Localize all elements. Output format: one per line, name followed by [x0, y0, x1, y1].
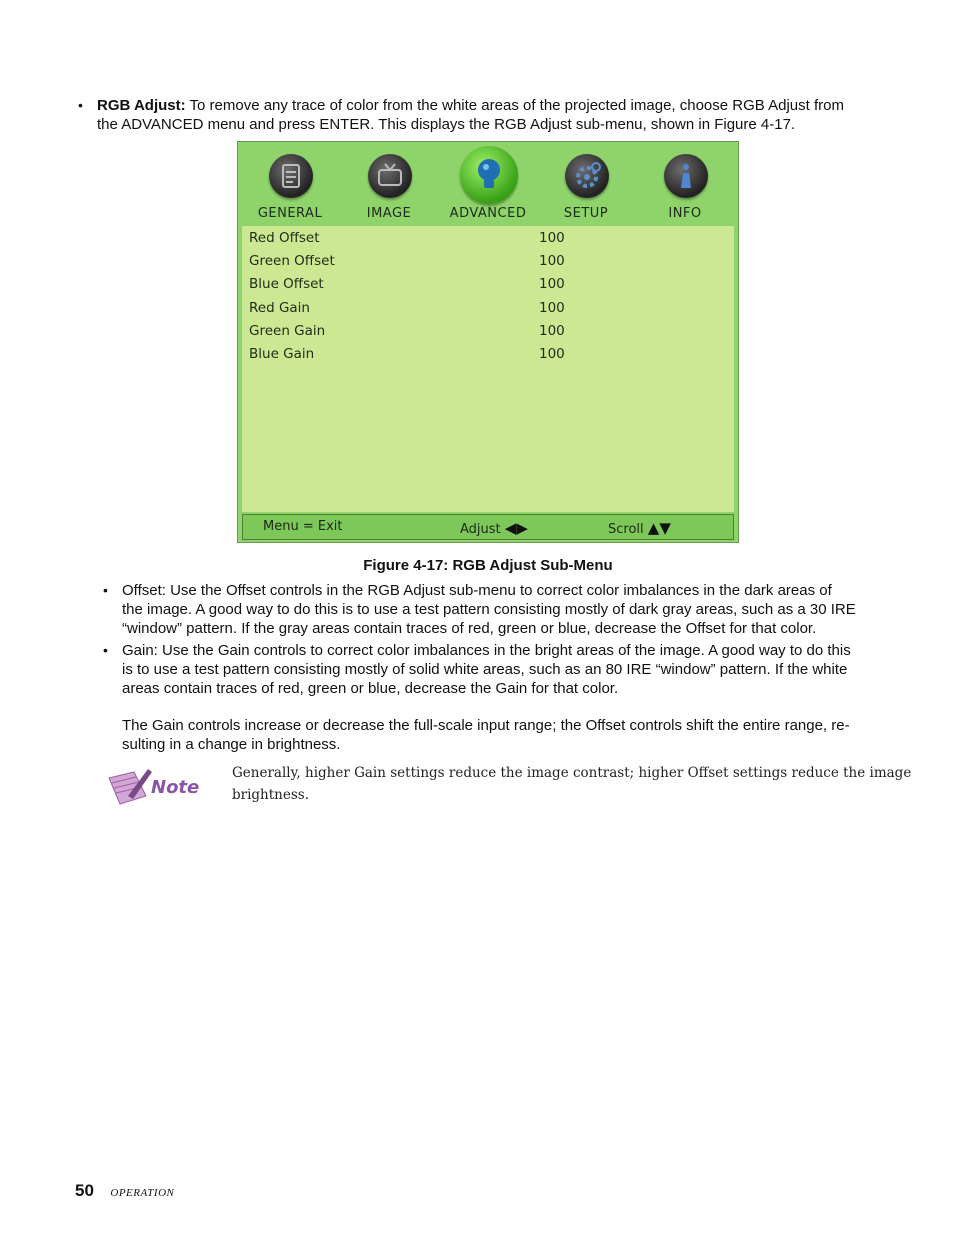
bullet-dot: •: [78, 97, 83, 113]
setting-label: Green Offset: [249, 253, 335, 269]
setting-value: 100: [539, 253, 565, 269]
gain-extra-paragraph: [122, 716, 922, 754]
scroll-hint: Scroll: [608, 522, 644, 537]
bullet-dot: •: [103, 582, 108, 598]
setting-value: 100: [539, 323, 565, 339]
gain-paragraph: [122, 641, 922, 698]
tab-label: ADVANCED: [449, 206, 527, 221]
tab-label: SETUP: [563, 206, 609, 221]
tab-label: INFO: [668, 206, 702, 221]
gain-extra-line: sulting in a change in brightness.: [122, 736, 341, 753]
offset-paragraph: [122, 581, 922, 638]
note-text: [232, 762, 912, 806]
note-line: brightness.: [232, 787, 310, 803]
gain-line: is to use a test pattern consisting mostly of solid white areas, such as an 80 IRE “window” pattern. If the white: [122, 661, 848, 678]
setting-value: 100: [539, 276, 565, 292]
bullet-dot: •: [103, 642, 108, 658]
figure-caption: Figure 4-17: RGB Adjust Sub-Menu: [363, 557, 613, 574]
offset-line: the image. A good way to do this is to use a test pattern consisting mostly of dark gray areas, such as a 30 IRE: [122, 601, 856, 618]
menu-exit-hint: Menu = Exit: [263, 519, 343, 534]
offset-line: “window” pattern. If the gray areas contain traces of red, green or blue, decrease the Offset for that color.: [122, 620, 817, 637]
rgb-adjust-osd-menu: [237, 141, 739, 543]
setting-value: 100: [539, 230, 565, 246]
osd-footer-bar: [242, 514, 734, 540]
note-line: Generally, higher Gain settings reduce the image contrast; higher Offset settings reduce the image: [232, 765, 912, 781]
gear-icon: [565, 154, 609, 198]
note-badge: [106, 766, 206, 812]
intro-text-line1: To remove any trace of color from the white areas of the projected image, choose RGB Adjust from: [185, 97, 844, 114]
document-icon: [269, 154, 313, 198]
arrow-down-icon: ▼: [659, 519, 671, 537]
intro-term: RGB Adjust:: [97, 97, 186, 114]
gain-extra-line: The Gain controls increase or decrease the full-scale input range; the Offset controls shift the entire range, re-: [122, 717, 850, 734]
tv-icon: [368, 154, 412, 198]
adjust-hint: Adjust: [460, 522, 501, 537]
setting-label: Blue Gain: [249, 346, 315, 362]
arrow-left-icon: ◀: [504, 519, 517, 537]
section-name: OPERATION: [110, 1187, 175, 1199]
intro-paragraph: [97, 96, 917, 134]
intro-text-line2: the ADVANCED menu and press ENTER. This displays the RGB Adjust sub-menu, shown in Figure 4-17.: [97, 116, 796, 133]
page-footer: [75, 1181, 174, 1201]
setting-label: Blue Offset: [249, 276, 324, 292]
lightbulb-icon: [460, 146, 518, 204]
setting-label: Red Gain: [249, 300, 310, 316]
arrow-right-icon: ▶: [516, 519, 528, 537]
tab-label: IMAGE: [366, 206, 412, 221]
setting-label: Red Offset: [249, 230, 320, 246]
gain-line: Gain: Use the Gain controls to correct color imbalances in the bright areas of the image. A good way to do this: [122, 642, 851, 659]
gain-line: areas contain traces of red, green or blue, decrease the Gain for that color.: [122, 680, 619, 697]
setting-label: Green Gain: [249, 323, 326, 339]
offset-line: Offset: Use the Offset controls in the RGB Adjust sub-menu to correct color imbalances in the dark areas of: [122, 582, 832, 599]
arrow-up-icon: ▲: [647, 519, 660, 537]
note-label: Note: [151, 777, 200, 798]
settings-panel: [242, 226, 734, 512]
info-icon: [664, 154, 708, 198]
setting-value: 100: [539, 346, 565, 362]
setting-value: 100: [539, 300, 565, 316]
tab-label: GENERAL: [257, 206, 323, 221]
note-pencil-icon: [106, 766, 206, 812]
page-number: 50: [75, 1181, 94, 1200]
